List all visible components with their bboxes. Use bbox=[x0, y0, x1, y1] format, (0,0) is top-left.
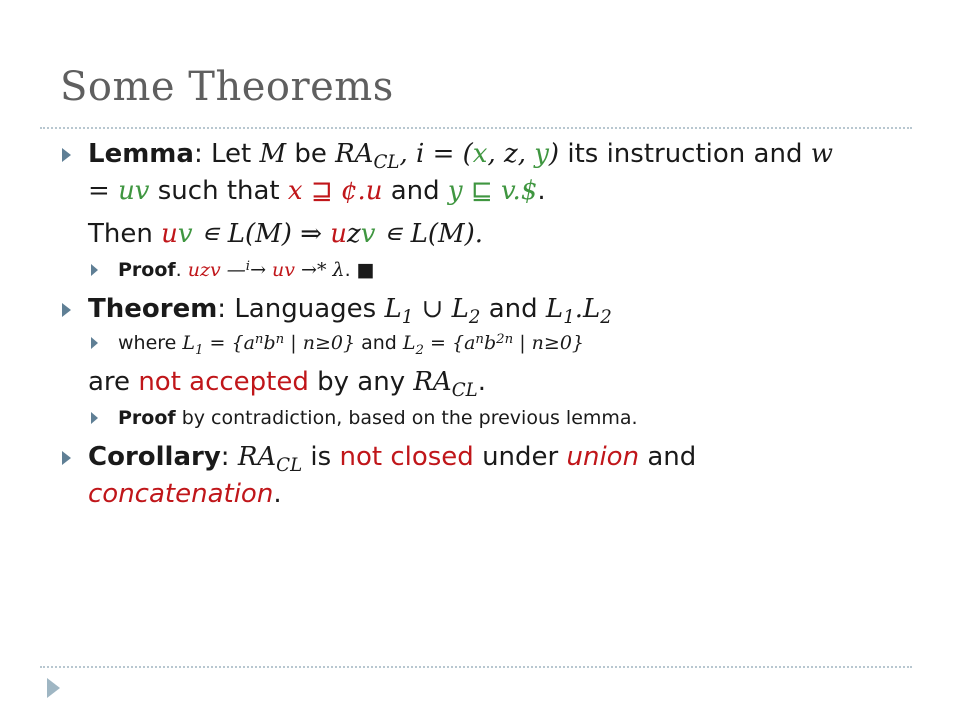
math-uv: uv bbox=[272, 259, 296, 281]
top-divider bbox=[40, 127, 912, 129]
math-z: z bbox=[347, 219, 361, 249]
proof-label: Proof bbox=[118, 259, 176, 281]
math-subscript: 2 bbox=[468, 307, 481, 329]
math-star-arrow: →* λ bbox=[295, 259, 345, 281]
math-L: L bbox=[182, 332, 196, 354]
math-y: y bbox=[447, 176, 463, 206]
corollary-text: is bbox=[302, 442, 340, 472]
lemma-label: Lemma bbox=[88, 139, 194, 169]
math-membership: ∊ L(M) ⇒ bbox=[192, 219, 331, 249]
lemma-text: . bbox=[537, 176, 546, 206]
math-uzv: uzv bbox=[187, 259, 221, 281]
math-sep: , bbox=[517, 139, 535, 169]
math-def: = {a bbox=[424, 332, 476, 354]
math-def: | n≥0} bbox=[513, 332, 585, 354]
bullet-triangle-icon bbox=[62, 148, 71, 162]
math-superscript: n bbox=[275, 332, 285, 348]
math-subscript: 1 bbox=[401, 307, 414, 329]
math-sqsubseteq: ⊑ bbox=[462, 176, 501, 206]
math-uv: uv bbox=[118, 176, 150, 206]
proof-bullet bbox=[60, 255, 920, 285]
not-accepted-line bbox=[60, 364, 920, 401]
where-bullet bbox=[60, 328, 920, 358]
union-highlight: union bbox=[566, 442, 640, 472]
text: . bbox=[477, 367, 486, 397]
math-CL-subscript: CL bbox=[276, 455, 303, 477]
math-CL-subscript: CL bbox=[451, 380, 478, 402]
bullet-triangle-icon bbox=[62, 303, 71, 317]
lemma-text: such that bbox=[149, 176, 288, 206]
math-w: w bbox=[810, 139, 833, 169]
bullet-triangle-icon bbox=[91, 337, 98, 349]
theorem-text: and bbox=[480, 294, 546, 324]
corollary-continuation bbox=[60, 476, 920, 513]
math-RA: RA bbox=[413, 367, 452, 397]
math-instruction: i = ( bbox=[416, 139, 473, 169]
corollary-text: . bbox=[273, 479, 282, 509]
math-L: L bbox=[545, 294, 564, 324]
proof-text: . bbox=[175, 259, 188, 281]
then-text: Then bbox=[88, 219, 162, 249]
math-u: u bbox=[330, 219, 347, 249]
slide-content bbox=[60, 136, 920, 513]
slide-title: Some Theorems bbox=[60, 64, 394, 110]
then-line bbox=[60, 216, 920, 253]
math-v: v bbox=[360, 219, 376, 249]
proof-text: by contradiction, based on the previous lemma. bbox=[175, 407, 638, 429]
math-L: L bbox=[583, 294, 601, 324]
math-def: b bbox=[484, 332, 497, 354]
lemma-text: be bbox=[286, 139, 336, 169]
bottom-divider bbox=[40, 666, 912, 668]
math-x: x bbox=[287, 176, 303, 206]
corollary-label: Corollary bbox=[88, 442, 221, 472]
math-x: x bbox=[472, 139, 488, 169]
math-v: v bbox=[177, 219, 193, 249]
text: are bbox=[88, 367, 139, 397]
proof-label: Proof bbox=[118, 407, 176, 429]
theorem-label: Theorem bbox=[88, 294, 218, 324]
lemma-bullet bbox=[60, 136, 920, 173]
math-y: y bbox=[534, 139, 549, 169]
bullet-triangle-icon bbox=[91, 412, 98, 424]
math-i: i bbox=[245, 259, 251, 275]
where-text: and bbox=[355, 332, 403, 354]
bullet-triangle-icon bbox=[91, 264, 98, 276]
corollary-text: : bbox=[220, 442, 238, 472]
math-v-dollar: v.$ bbox=[500, 176, 538, 206]
theorem-text: : Languages bbox=[217, 294, 385, 324]
corollary-text: under bbox=[473, 442, 567, 472]
math-z: z bbox=[503, 139, 518, 169]
lemma-text: : Let bbox=[193, 139, 260, 169]
theorem-bullet bbox=[60, 291, 920, 328]
math-superscript: 2n bbox=[496, 332, 514, 348]
math-superscript: n bbox=[475, 332, 484, 348]
math-def: = {a bbox=[203, 332, 255, 354]
math-concat: . bbox=[574, 294, 584, 324]
math-L: L bbox=[402, 332, 416, 354]
lemma-continuation bbox=[60, 173, 920, 210]
math-L: L bbox=[451, 294, 469, 324]
math-rewrite-arrow: — bbox=[220, 259, 246, 281]
where-text: where bbox=[118, 332, 183, 354]
lemma-text: , bbox=[399, 139, 416, 169]
not-accepted-highlight: not accepted bbox=[138, 367, 309, 397]
math-subscript: 1 bbox=[195, 342, 204, 358]
qed-mark: . ■ bbox=[344, 259, 375, 281]
math-sqsupseteq: ⊒ bbox=[302, 176, 341, 206]
math-CL-subscript: CL bbox=[373, 152, 400, 174]
corollary-bullet bbox=[60, 439, 920, 476]
corollary-text: and bbox=[639, 442, 697, 472]
math-superscript: n bbox=[254, 332, 264, 348]
math-def: b bbox=[263, 332, 276, 354]
lemma-text: its instruction and bbox=[559, 139, 811, 169]
proof-bullet bbox=[60, 403, 920, 433]
lemma-text: and bbox=[382, 176, 448, 206]
math-paren: ) bbox=[548, 139, 560, 169]
concatenation-highlight: concatenation bbox=[88, 479, 274, 509]
math-RA: RA bbox=[335, 139, 374, 169]
bullet-triangle-icon bbox=[62, 451, 71, 465]
math-sep: , bbox=[487, 139, 504, 169]
not-closed-highlight: not closed bbox=[339, 442, 474, 472]
math-u: u bbox=[161, 219, 178, 249]
math-def: | n≥0} bbox=[284, 332, 356, 354]
math-subscript: 1 bbox=[563, 307, 575, 329]
math-L: L bbox=[384, 294, 402, 324]
math-eq: = bbox=[88, 176, 119, 206]
math-RA: RA bbox=[237, 442, 277, 472]
math-subscript: 2 bbox=[415, 342, 424, 358]
math-subscript: 2 bbox=[600, 307, 612, 329]
math-union: ∪ bbox=[413, 294, 452, 324]
text: by any bbox=[308, 367, 414, 397]
math-M: M bbox=[259, 139, 287, 169]
math-membership: ∊ L(M). bbox=[375, 219, 484, 249]
math-rewrite-arrow: → bbox=[250, 259, 273, 281]
corner-triangle-icon bbox=[47, 678, 60, 698]
math-cent-u: ¢.u bbox=[340, 176, 383, 206]
